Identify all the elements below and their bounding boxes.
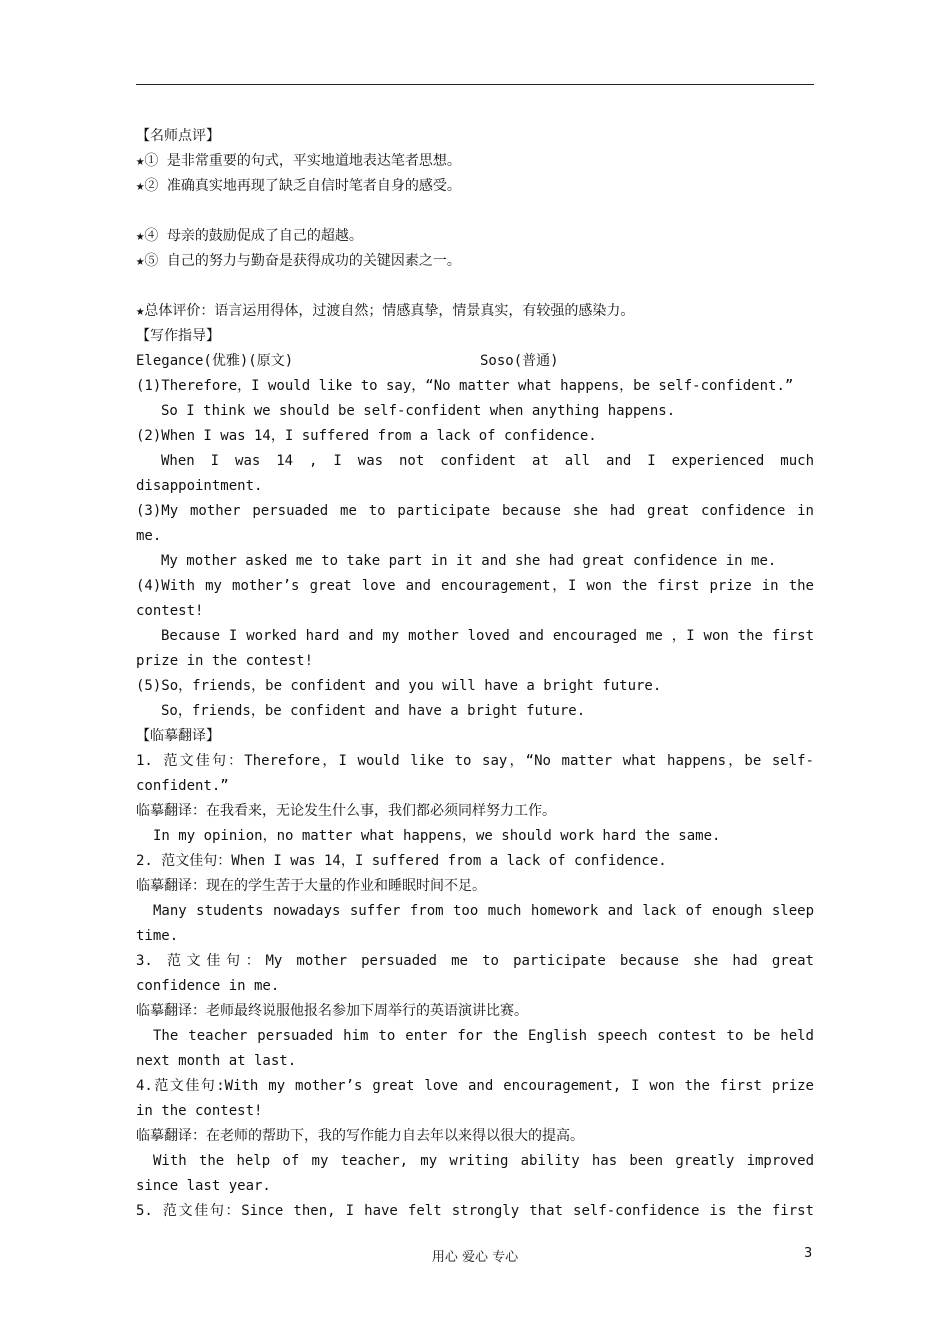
translate-1-prompt: 临摹翻译：在我看来，无论发生什么事，我们都必须同样努力工作。: [136, 803, 556, 819]
translate-4-answer-cont: since last year.: [136, 1178, 271, 1194]
guide-soso-1: So I think we should be self-confident when anything happens.: [161, 403, 676, 419]
translate-3-answer-cont: next month at last.: [136, 1053, 297, 1069]
guide-elegance-3-cont: me.: [136, 528, 162, 544]
guide-soso-2: When I was 14 , I was not confident at all and I experienced much: [161, 453, 814, 469]
translate-2-answer: Many students nowadays suffer from too much homework and lack of enough sleep: [153, 903, 814, 919]
translate-4-source: 4.范文佳句:With my mother’s great love and encouragement, I won the first prize: [136, 1078, 814, 1094]
review-item-2: ★② 准确真实地再现了缺乏自信时笔者自身的感受。: [136, 178, 461, 194]
review-item-1: ★① 是非常重要的句式，平实地道地表达笔者思想。: [136, 153, 461, 169]
guide-elegance-3: (3)My mother persuaded me to participate because she had great confidence in: [136, 503, 814, 519]
guide-elegance-2: (2)When I was 14，I suffered from a lack of confidence.: [136, 428, 597, 444]
translate-2-prompt: 临摹翻译：现在的学生苦于大量的作业和睡眠时间不足。: [136, 878, 486, 894]
guide-column-headers: [136, 349, 814, 374]
header-rule: [136, 84, 814, 85]
guide-elegance-5: (5)So，friends，be confident and you will have a bright future.: [136, 678, 662, 694]
translate-1-source-cont: confident.”: [136, 778, 229, 794]
guide-soso-4: Because I worked hard and my mother loved and encouraged me ，I won the first: [161, 628, 814, 644]
translate-3-source: 3. 范文佳句：My mother persuaded me to participate because she had great: [136, 953, 814, 969]
section-heading-translate: 【临摹翻译】: [136, 728, 220, 744]
review-overall: ★总体评价：语言运用得体，过渡自然；情感真挚，情景真实，有较强的感染力。: [136, 303, 635, 319]
guide-elegance-4-cont: contest!: [136, 603, 204, 619]
translate-4-prompt: 临摹翻译：在老师的帮助下，我的写作能力自去年以来得以很大的提高。: [136, 1128, 584, 1144]
translate-3-prompt: 临摹翻译：老师最终说服他报名参加下周举行的英语演讲比赛。: [136, 1003, 528, 1019]
page-number: 3: [804, 1246, 813, 1261]
guide-elegance-1: (1)Therefore，I would like to say，“No matter what happens，be self-confident.”: [136, 378, 794, 394]
translate-1-answer: In my opinion，no matter what happens，we should work hard the same.: [153, 828, 721, 844]
guide-soso-3: My mother asked me to take part in it and she had great confidence in me.: [161, 553, 777, 569]
section-heading-review: 【名师点评】: [136, 128, 220, 144]
translate-5-source: 5. 范文佳句：Since then, I have felt strongly that self-confidence is the first: [136, 1203, 814, 1219]
guide-soso-4-cont: prize in the contest!: [136, 653, 314, 669]
blank-line: [136, 199, 814, 224]
translate-2-answer-cont: time.: [136, 928, 179, 944]
review-item-4: ★④ 母亲的鼓励促成了自己的超越。: [136, 228, 363, 244]
translate-1-source: 1. 范文佳句：Therefore，I would like to say，“No matter what happens，be self-: [136, 753, 814, 769]
translate-3-source-cont: confidence in me.: [136, 978, 280, 994]
document-body: [136, 124, 814, 1224]
column-soso: Soso(普通): [480, 353, 559, 369]
column-elegance: Elegance(优雅)(原文): [136, 353, 294, 369]
translate-4-answer: With the help of my teacher, my writing ability has been greatly improved: [153, 1153, 814, 1169]
translate-2-source: 2. 范文佳句：When I was 14，I suffered from a lack of confidence.: [136, 853, 667, 869]
guide-soso-5: So，friends，be confident and have a bright future.: [161, 703, 586, 719]
guide-soso-2-cont: disappointment.: [136, 478, 263, 494]
footer-motto: 用心 爱心 专心: [431, 1250, 519, 1265]
translate-3-answer: The teacher persuaded him to enter for the English speech contest to be held: [153, 1028, 814, 1044]
section-heading-guide: 【写作指导】: [136, 328, 220, 344]
translate-4-source-cont: in the contest!: [136, 1103, 263, 1119]
blank-line: [136, 274, 814, 299]
guide-elegance-4: (4)With my mother’s great love and encouragement，I won the first prize in the: [136, 578, 814, 594]
review-item-5: ★⑤ 自己的努力与勤奋是获得成功的关键因素之一。: [136, 253, 461, 269]
